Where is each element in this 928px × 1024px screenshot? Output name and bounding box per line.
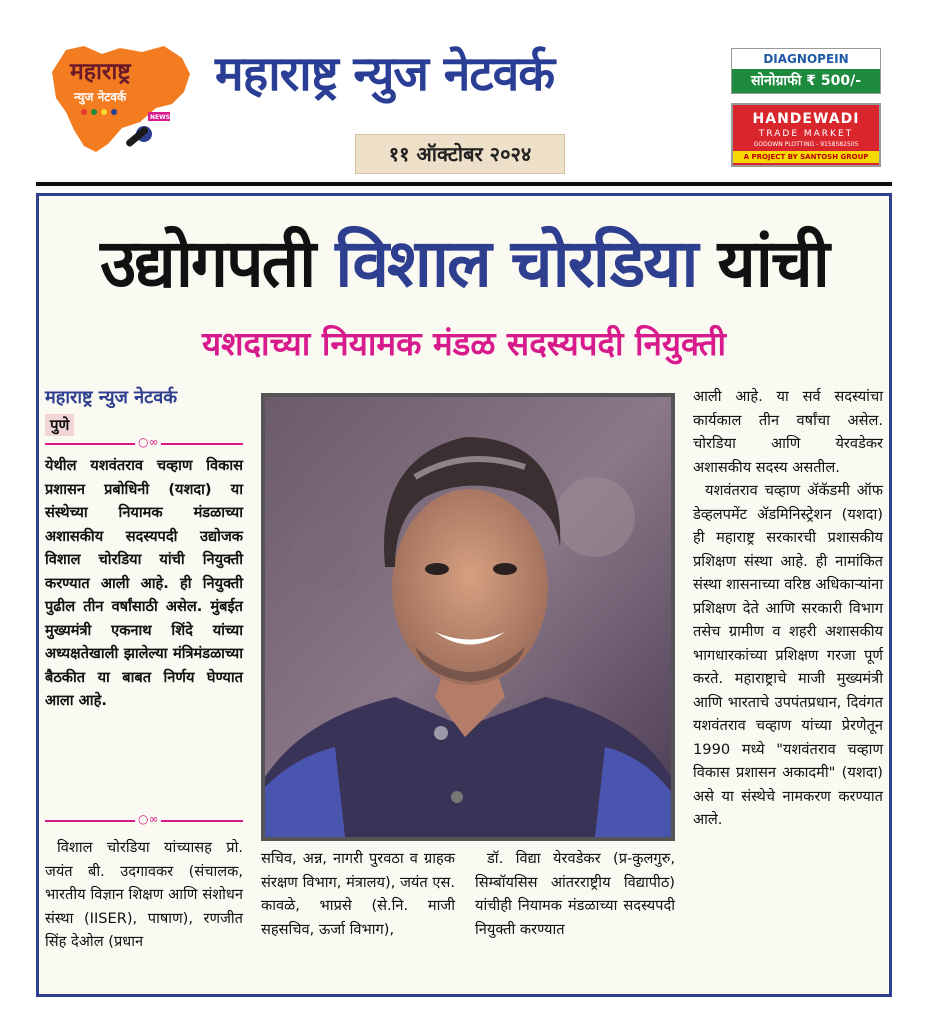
column-3-text — [475, 847, 675, 941]
ornament-divider — [45, 435, 243, 449]
paragraph: डॉ. विद्या येरवडेकर (प्र-कुलगुरु, सिम्बॉयसिस आंतरराष्ट्रीय विद्यापीठ) यांचीही नियामक मंडळाच्या सदस्यपदी नियुक्ती करण्यात — [475, 850, 675, 938]
column-1-text — [45, 836, 243, 954]
headline-name: विशाल चोरडिया — [335, 225, 697, 302]
column-4-text — [693, 385, 883, 832]
ad-brand: DIAGNOPEIN — [763, 52, 849, 66]
article-subheadline: यशदाच्या नियामक मंडळ सदस्यपदी नियुक्ती — [201, 324, 727, 363]
logo-line-2: न्युज नेटवर्क — [74, 90, 127, 104]
portrait-image — [265, 397, 671, 837]
ad-handewadi[interactable] — [731, 103, 881, 167]
portrait-photo[interactable] — [261, 393, 675, 841]
paragraph: यशवंतराव चव्हाण ॲकॅडमी ऑफ डेव्हलपमेंट ॲडमिनिस्ट्रेशन (यशदा) ही महाराष्ट्र सरकारची प्रशासकीय प्रशिक्षण संस्था आहे. ही नामांकित संस्था शासनाच्या वरिष्ठ अधिकाऱ्यांना प्रशिक्षण देते आणि सरकारी विभाग तसेच ग्रामीण व शहरी अशासकीय भागधारकांच्या प्रशिक्षण गरजा पूर्ण करते. महाराष्ट्राचे माजी मुख्यमंत्री आणि भारताचे उपपंतप्रधान, दिवंगत यशवंतराव चव्हाण यांच्या प्रेरणेतून 1990 मध्ये "यशवंतराव चव्हाण विकास प्रशासन अकादमी" (यशदा) असे या संस्थेचे नामकरण करण्यात आले. — [693, 482, 883, 828]
article-headline — [49, 216, 879, 306]
paragraph: सचिव, अन्न, नागरी पुरवठा व ग्राहक संरक्षण विभाग, मंत्रालय), जयंत एस. कावळे, भाप्रसे (से.नि. माजी सहसचिव, ऊर्जा विभाग), — [261, 850, 455, 938]
paragraph: आली आहे. या सर्व सदस्यांचा कार्यकाल तीन वर्षांचा असेल. चोरडिया आणि येरवडेकर अशासकीय सदस्य असतील. — [693, 388, 883, 476]
logo-line-1: महाराष्ट्र — [70, 59, 131, 85]
headline-word-3: यांची — [717, 225, 828, 302]
ornament-icon: ○∞ — [135, 812, 161, 826]
ad-offer: सोनोग्राफी ₹ 500/- — [732, 69, 880, 93]
masthead — [0, 0, 928, 180]
paragraph: विशाल चोरडिया यांच्यासह प्रो. जयंत बी. उदगावकर (संचालक, भारतीय विज्ञान शिक्षण आणि संशोधन संस्था (IISER), पाषाण), रणजीत सिंह देओल (प्रधान — [45, 839, 243, 950]
ornament-icon: ○∞ — [135, 435, 161, 449]
article-frame — [36, 193, 892, 997]
newspaper-title[interactable]: महाराष्ट्र न्युज नेटवर्क — [215, 46, 555, 102]
issue-date: ११ ऑक्टोबर २०२४ — [355, 134, 565, 174]
ad-diagnopein[interactable] — [731, 48, 881, 94]
dateline-place: पुणे — [45, 414, 74, 436]
logo-mic-tag: NEWS — [150, 114, 171, 121]
byline: महाराष्ट्र न्युज नेटवर्क — [45, 387, 178, 408]
masthead-rule — [36, 182, 892, 186]
headline-word-1: उद्योगपती — [100, 225, 315, 302]
ad-subtitle: TRADE MARKET — [758, 129, 854, 139]
lead-paragraph: येथील यशवंतराव चव्हाण विकास प्रशासन प्रबोधिनी (यशदा) या संस्थेच्या नियामक मंडळाच्या अशासकीय सदस्यपदी उद्योजक विशाल चोरडिया यांची नियुक्ती करण्यात आली आहे. ही नियुक्ती पुढील तीन वर्षांसाठी असेल. मुंबईत मुख्यमंत्री एकनाथ शिंदे यांच्या अध्यक्षतेखाली झालेल्या मंत्रिमंडळाच्या बैठकीत या बाबत निर्णय घेण्यात आला आहे. — [45, 457, 243, 709]
column-2-text — [261, 847, 455, 941]
ad-brand: HANDEWADI — [752, 111, 860, 127]
ornament-divider — [45, 812, 243, 826]
ad-project: A PROJECT BY SANTOSH GROUP — [733, 151, 879, 163]
ad-contact: GODOWN PLOTTING - 9158582505 — [753, 141, 859, 148]
newspaper-logo[interactable] — [44, 42, 194, 157]
